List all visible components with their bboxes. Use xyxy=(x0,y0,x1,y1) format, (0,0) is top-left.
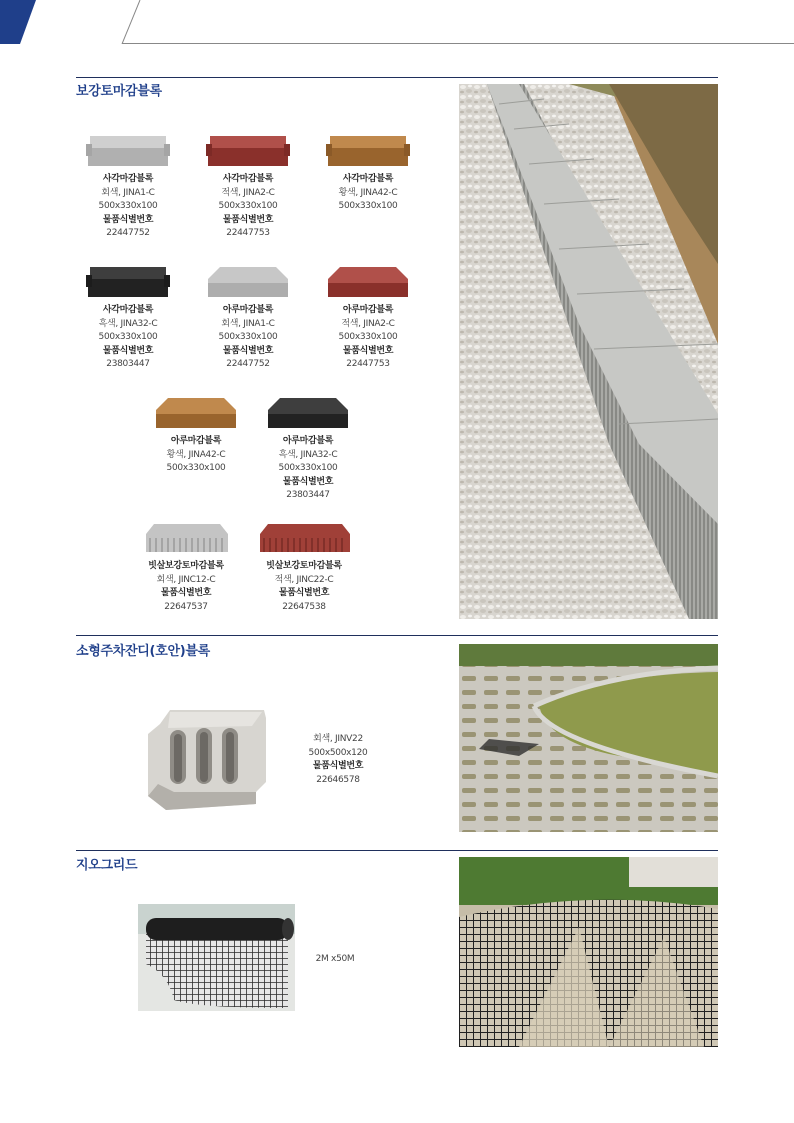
product-name: 사각마감블록 xyxy=(102,174,154,184)
product-size: 500x330x100 xyxy=(278,463,338,473)
section-title-parking: 소형주차잔디(호안)블록 xyxy=(76,644,210,659)
product-id-label: 물품식별번호 xyxy=(160,588,212,598)
product-id: 22447752 xyxy=(226,359,270,369)
product-spec: 적색, JINC22-C xyxy=(274,574,334,585)
product-id-label: 물품식별번호 xyxy=(222,345,274,356)
retaining-block-installation-photo xyxy=(459,84,718,619)
product-size: 500x500x120 xyxy=(308,747,368,758)
header-bar xyxy=(0,0,794,44)
product-name: 아루마감블록 xyxy=(342,305,394,315)
product-spec: 적색, JINA2-C xyxy=(221,187,275,198)
section-divider xyxy=(76,77,718,78)
product-name: 아루마감블록 xyxy=(282,436,334,446)
product-size: 500x330x100 xyxy=(338,201,398,211)
product-id-label: 물품식별번호 xyxy=(102,214,154,225)
product-id: 23803447 xyxy=(106,359,150,369)
product-spec: 회색, JINV22 xyxy=(313,734,363,744)
section-title-retaining: 보강토마감블록 xyxy=(76,84,162,99)
product-name: 사각마감블록 xyxy=(222,174,274,184)
product-size: 500x330x100 xyxy=(98,201,158,211)
block-image-yellow-round xyxy=(154,396,238,432)
product-card xyxy=(248,435,368,503)
product-spec: 황색, JINA42-C xyxy=(338,187,398,198)
product-id: 22646578 xyxy=(316,774,360,785)
product-size: 500x330x100 xyxy=(338,332,398,342)
block-image-yellow-square xyxy=(326,134,410,170)
product-name: 아루마감블록 xyxy=(170,436,222,446)
parking-block-installation-photo xyxy=(459,644,718,832)
product-spec: 적색, JINA2-C xyxy=(341,318,395,329)
product-spec: 흑색, JINA32-C xyxy=(278,449,338,460)
block-image-red-ribbed xyxy=(258,520,352,556)
section-divider xyxy=(76,850,718,851)
product-spec: 황색, JINA42-C xyxy=(166,449,226,460)
product-spec: 회색, JINA1-C xyxy=(221,318,275,329)
product-size: 500x330x100 xyxy=(218,201,278,211)
product-id-label: 물품식별번호 xyxy=(312,761,364,771)
product-name: 사각마감블록 xyxy=(342,174,394,184)
parking-grass-block-image xyxy=(144,706,270,816)
product-id: 22647538 xyxy=(282,601,326,612)
product-name: 아루마감블록 xyxy=(222,305,274,315)
product-id: 22447753 xyxy=(346,359,390,369)
product-size: 2M x50M xyxy=(315,954,355,964)
product-card xyxy=(188,304,308,372)
product-id-label: 물품식별번호 xyxy=(102,345,154,356)
product-spec: 흑색, JINA32-C xyxy=(98,318,158,329)
product-id: 22447752 xyxy=(106,228,150,238)
product-name: 사각마감블록 xyxy=(102,305,154,315)
product-id-label: 물품식별번호 xyxy=(282,476,334,487)
product-card xyxy=(308,304,428,372)
geogrid-roll-image xyxy=(138,904,295,1011)
product-card xyxy=(68,304,188,372)
product-id: 22647537 xyxy=(164,601,208,612)
product-card xyxy=(68,173,188,241)
geogrid-product-info xyxy=(300,953,370,967)
product-card xyxy=(308,173,428,214)
parking-product-info xyxy=(298,733,378,787)
block-image-gray-square xyxy=(86,134,170,170)
product-card xyxy=(244,560,364,614)
product-spec: 회색, JINA1-C xyxy=(101,187,155,198)
product-spec: 회색, JINC12-C xyxy=(156,574,216,585)
block-image-gray-ribbed xyxy=(144,520,230,556)
section-divider xyxy=(76,635,718,636)
section-title-geogrid: 지오그리드 xyxy=(76,858,138,873)
product-id: 23803447 xyxy=(286,490,330,500)
block-image-red-round xyxy=(326,265,410,301)
geogrid-installation-photo xyxy=(459,857,718,1047)
product-size: 500x330x100 xyxy=(98,332,158,342)
product-card xyxy=(188,173,308,241)
product-name: 빗살보강토마감블록 xyxy=(148,561,224,571)
product-name: 빗살보강토마감블록 xyxy=(266,561,342,571)
product-id-label: 물품식별번호 xyxy=(222,214,274,225)
product-card xyxy=(136,435,256,476)
block-image-black-square xyxy=(86,265,170,301)
block-image-gray-round xyxy=(206,265,290,301)
block-image-black-round xyxy=(266,396,350,432)
product-size: 500x330x100 xyxy=(218,332,278,342)
product-id-label: 물품식별번호 xyxy=(278,588,330,598)
product-id: 22447753 xyxy=(226,228,270,238)
product-card xyxy=(126,560,246,614)
product-id-label: 물품식별번호 xyxy=(342,345,394,356)
product-size: 500x330x100 xyxy=(166,463,226,473)
block-image-red-square xyxy=(206,134,290,170)
